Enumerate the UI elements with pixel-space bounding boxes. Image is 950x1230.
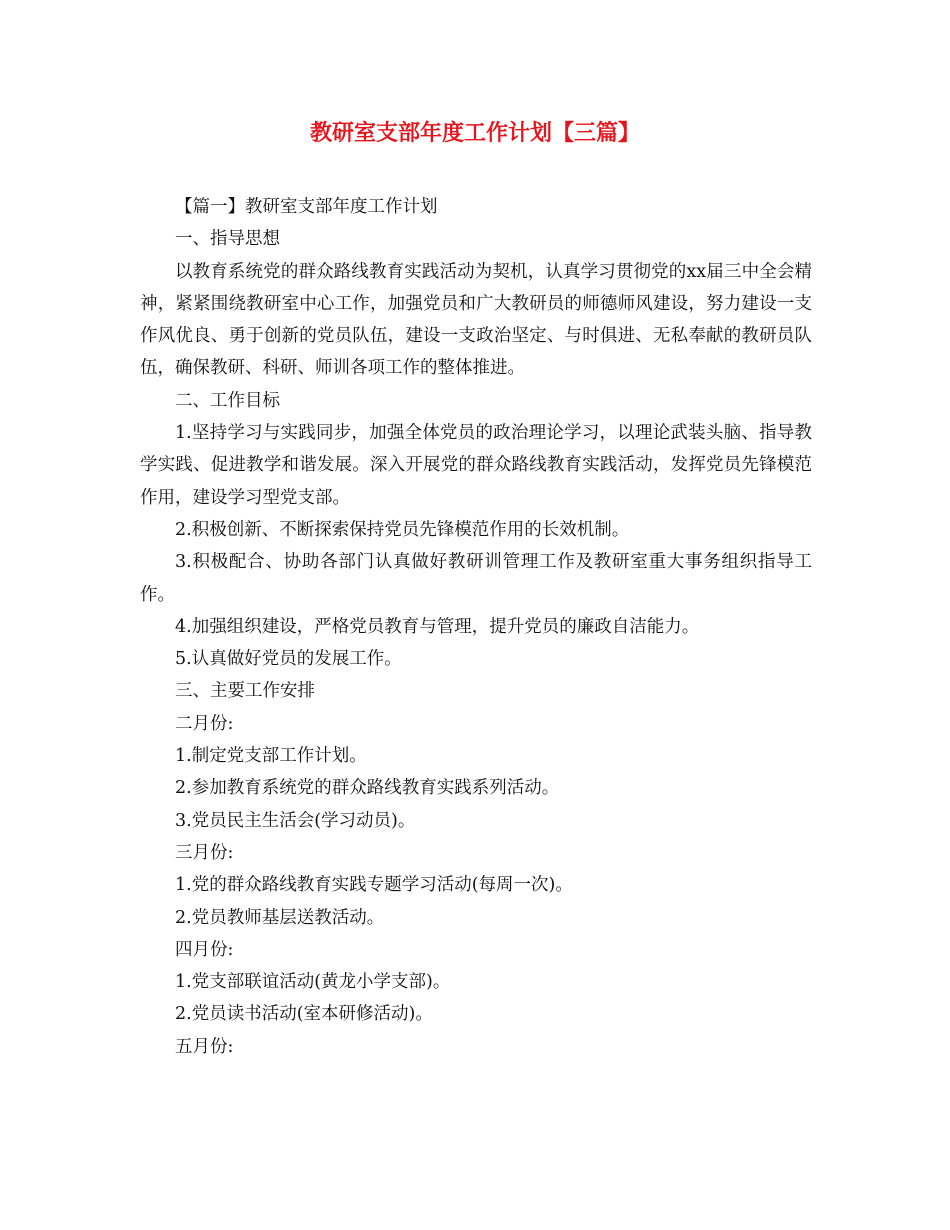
month-heading: 二月份: — [175, 713, 234, 734]
schedule-item: 1.党的群众路线教育实践专题学习活动(每周一次)。 — [175, 875, 573, 896]
schedule-item: 2.党员读书活动(室本研修活动)。 — [175, 1004, 433, 1025]
month-heading: 四月份: — [175, 939, 234, 960]
document-body — [140, 191, 812, 1063]
month-heading: 三月份: — [175, 842, 234, 863]
month-heading: 五月份: — [175, 1036, 234, 1057]
body-paragraph: 以教育系统党的群众路线教育实践活动为契机，认真学习贯彻党的xx届三中全会精神，紧紧围绕教研室中心工作，加强党员和广大教研员的师德师风建设，努力建设一支作风优良、勇于创新的党员队伍，建设一支政治坚定、与时俱进、无私奉献的教研员队伍，确保教研、科研、师训各项工作的整体推进。 — [140, 261, 812, 379]
goal-item: 2.积极创新、不断探索保持党员先锋模范作用的长效机制。 — [175, 519, 630, 540]
section-heading: 【篇一】教研室支部年度工作计划 — [175, 197, 438, 217]
schedule-item: 2.党员教师基层送教活动。 — [175, 907, 385, 928]
subsection-heading: 三、主要工作安排 — [175, 681, 315, 702]
goal-item: 4.加强组织建设，严格党员教育与管理，提升党员的廉政自洁能力。 — [175, 616, 700, 637]
subsection-heading: 二、工作目标 — [175, 390, 280, 411]
schedule-item: 1.制定党支部工作计划。 — [175, 746, 367, 767]
goal-item: 5.认真做好党员的发展工作。 — [175, 649, 402, 670]
goal-item: 3.积极配合、协助各部门认真做好教研训管理工作及教研室重大事务组织指导工作。 — [140, 552, 812, 605]
schedule-item: 2.参加教育系统党的群众路线教育实践系列活动。 — [175, 778, 560, 799]
schedule-item: 3.党员民主生活会(学习动员)。 — [175, 810, 416, 831]
document-title: 教研室支部年度工作计划【三篇】 — [309, 120, 640, 146]
subsection-heading: 一、指导思想 — [175, 229, 280, 250]
goal-item: 1.坚持学习与实践同步，加强全体党员的政治理论学习，以理论武装头脑、指导教学实践、促进教学和谐发展。深入开展党的群众路线教育实践活动，发挥党员先锋模范作用，建设学习型党支部。 — [140, 423, 812, 508]
schedule-item: 1.党支部联谊活动(黄龙小学支部)。 — [175, 972, 451, 993]
